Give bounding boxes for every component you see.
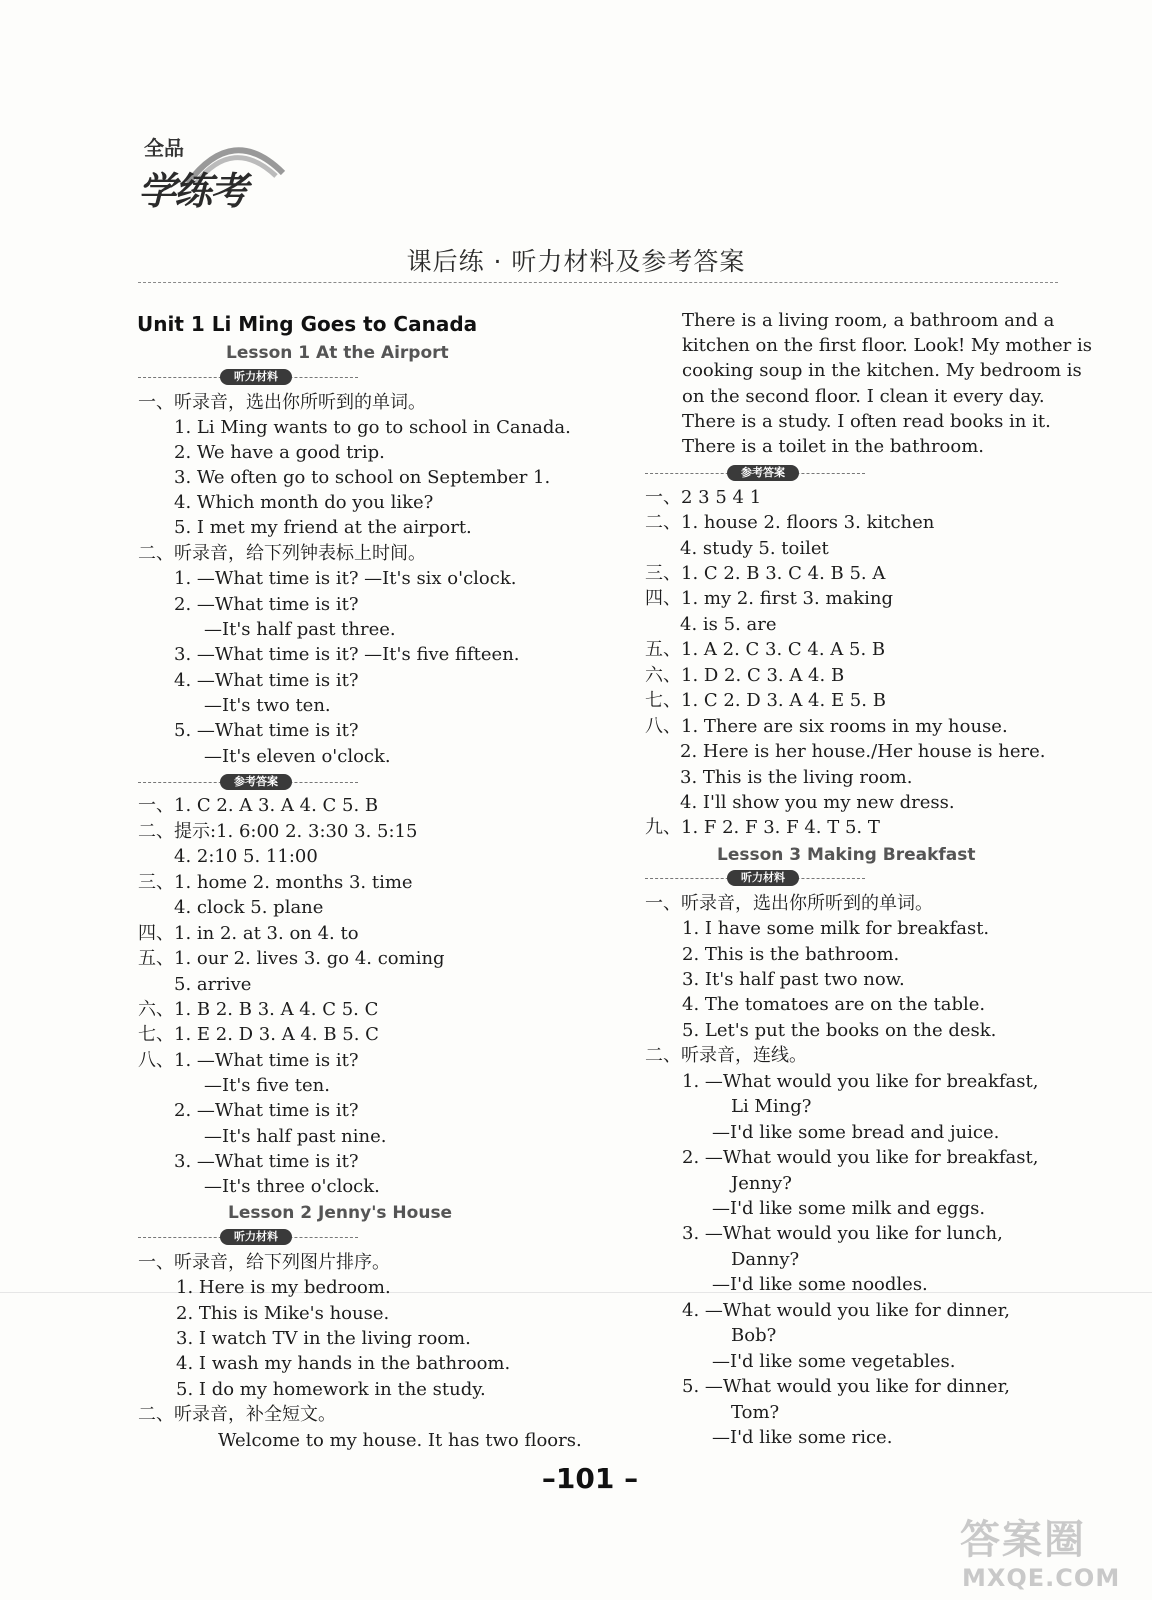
answer-line: 九、1. F 2. F 3. F 4. T 5. T xyxy=(645,817,880,838)
lesson-1-heading: Lesson 1 At the Airport xyxy=(226,343,449,363)
list-item: 1. Here is my bedroom. xyxy=(176,1277,391,1298)
answer-line: 二、提示:1. 6:00 2. 3:30 3. 5:15 xyxy=(138,821,418,842)
passage-line: There is a toilet in the bathroom. xyxy=(682,436,985,457)
list-item: 1. Li Ming wants to go to school in Canada. xyxy=(174,417,571,438)
section-heading: 二、听录音，给下列钟表标上时间。 xyxy=(138,543,426,564)
list-item: 3. —What would you like for lunch, xyxy=(682,1223,1003,1244)
answer-line: 5. arrive xyxy=(174,974,252,995)
list-item: 1. —What would you like for breakfast, xyxy=(682,1071,1039,1092)
title-divider xyxy=(138,282,1058,283)
list-item: 4. —What would you like for dinner, xyxy=(682,1300,1010,1321)
list-item: 4. —What time is it? xyxy=(174,670,359,691)
list-item: 2. This is the bathroom. xyxy=(682,944,900,965)
lesson-2-heading: Lesson 2 Jenny's House xyxy=(228,1203,453,1223)
passage-line: cooking soup in the kitchen. My bedroom is xyxy=(682,360,1082,381)
answer-line: 五、1. our 2. lives 3. go 4. coming xyxy=(138,948,445,969)
answer-line: 3. —What time is it? xyxy=(174,1151,359,1172)
section-heading: 二、听录音，补全短文。 xyxy=(138,1404,336,1425)
list-item: 5. —What time is it? xyxy=(174,720,359,741)
answer-line: 2. —What time is it? xyxy=(174,1100,359,1121)
brand-logo xyxy=(138,128,283,212)
answer-line: 2. Here is her house./Her house is here. xyxy=(680,741,1046,762)
list-item: 5. —What would you like for dinner, xyxy=(682,1376,1010,1397)
list-item: 3. I watch TV in the living room. xyxy=(176,1328,471,1349)
answer-line: 一、2 3 5 4 1 xyxy=(645,487,762,508)
list-item: 5. Let's put the books on the desk. xyxy=(682,1020,997,1041)
logo-big-text: 学练考 xyxy=(138,169,247,213)
list-item: 2. This is Mike's house. xyxy=(176,1303,390,1324)
list-item: 4. The tomatoes are on the table. xyxy=(682,994,986,1015)
answer-line: 一、1. C 2. A 3. A 4. C 5. B xyxy=(138,795,379,816)
tag-label: 参考答案 xyxy=(220,774,292,790)
list-item: —It's eleven o'clock. xyxy=(204,746,391,767)
answer-line: 八、1. There are six rooms in my house. xyxy=(645,716,1008,737)
list-item: —I'd like some vegetables. xyxy=(712,1351,956,1372)
answer-line: —It's half past nine. xyxy=(204,1126,387,1147)
logo-small-text: 全品 xyxy=(144,136,184,160)
answer-line: —It's three o'clock. xyxy=(204,1176,380,1197)
watermark-top: 答案圈 xyxy=(960,1517,1086,1563)
list-item: Bob? xyxy=(731,1325,777,1346)
list-item: Tom? xyxy=(731,1402,780,1423)
answer-line: 二、1. house 2. floors 3. kitchen xyxy=(645,512,935,533)
list-item: 1. —What time is it? —It's six o'clock. xyxy=(174,568,517,589)
list-item: 3. It's half past two now. xyxy=(682,969,905,990)
list-item: 3. —What time is it? —It's five fifteen. xyxy=(174,644,520,665)
list-item: 2. We have a good trip. xyxy=(174,442,385,463)
answer-line: 七、1. C 2. D 3. A 4. E 5. B xyxy=(645,690,886,711)
page-title: 课后练 · 听力材料及参考答案 xyxy=(406,247,746,276)
answer-line: —It's five ten. xyxy=(204,1075,330,1096)
passage-line: kitchen on the first floor. Look! My mother is xyxy=(682,335,1092,356)
answer-line: 三、1. home 2. months 3. time xyxy=(138,872,413,893)
list-item: —It's half past three. xyxy=(204,619,396,640)
list-item: 3. We often go to school on September 1. xyxy=(174,467,551,488)
list-item: —I'd like some bread and juice. xyxy=(712,1122,1000,1143)
section-heading: 一、听录音，给下列图片排序。 xyxy=(138,1252,390,1273)
answer-line: 八、1. —What time is it? xyxy=(138,1050,359,1071)
watermark xyxy=(960,1508,1140,1598)
answer-line: 3. This is the living room. xyxy=(680,767,913,788)
answer-line: 4. I'll show you my new dress. xyxy=(680,792,955,813)
section-heading: 一、听录音，选出你所听到的单词。 xyxy=(645,893,933,914)
list-item: Jenny? xyxy=(731,1173,792,1194)
tag-label: 听力材料 xyxy=(727,870,799,886)
answer-line: 六、1. D 2. C 3. A 4. B xyxy=(645,665,845,686)
passage-line: There is a study. I often read books in it. xyxy=(682,411,1051,432)
list-item: 1. I have some milk for breakfast. xyxy=(682,918,990,939)
list-item: Danny? xyxy=(731,1249,800,1270)
answer-line: 七、1. E 2. D 3. A 4. B 5. C xyxy=(138,1024,379,1045)
list-item: 5. I met my friend at the airport. xyxy=(174,517,472,538)
list-item: —I'd like some rice. xyxy=(712,1427,893,1448)
list-item: —I'd like some noodles. xyxy=(712,1274,928,1295)
list-item: 2. —What would you like for breakfast, xyxy=(682,1147,1039,1168)
passage-line: There is a living room, a bathroom and a xyxy=(682,310,1055,331)
list-item: —It's two ten. xyxy=(204,695,331,716)
passage-line: Welcome to my house. It has two floors. xyxy=(218,1430,582,1451)
page-number: –101 – xyxy=(541,1462,639,1495)
list-item: 2. —What time is it? xyxy=(174,594,359,615)
list-item: 5. I do my homework in the study. xyxy=(176,1379,486,1400)
answer-line: 六、1. B 2. B 3. A 4. C 5. C xyxy=(138,999,379,1020)
answer-line: 4. 2:10 5. 11:00 xyxy=(174,846,318,867)
tag-label: 参考答案 xyxy=(727,465,799,481)
watermark-bottom: MXQE.COM xyxy=(962,1564,1121,1592)
answer-line: 4. clock 5. plane xyxy=(174,897,324,918)
section-heading: 二、听录音，连线。 xyxy=(645,1045,807,1066)
list-item: Li Ming? xyxy=(731,1096,812,1117)
list-item: —I'd like some milk and eggs. xyxy=(712,1198,986,1219)
answer-line: 4. study 5. toilet xyxy=(680,538,829,559)
list-item: 4. I wash my hands in the bathroom. xyxy=(176,1353,511,1374)
list-item: 4. Which month do you like? xyxy=(174,492,434,513)
answer-line: 4. is 5. are xyxy=(680,614,777,635)
answer-line: 四、1. my 2. first 3. making xyxy=(645,588,894,609)
answer-line: 四、1. in 2. at 3. on 4. to xyxy=(138,923,359,944)
lesson-3-heading: Lesson 3 Making Breakfast xyxy=(717,845,976,865)
scan-fold-line xyxy=(0,1292,1152,1293)
tag-label: 听力材料 xyxy=(220,1229,292,1245)
unit-title: Unit 1 Li Ming Goes to Canada xyxy=(137,312,478,336)
answer-line: 三、1. C 2. B 3. C 4. B 5. A xyxy=(645,563,886,584)
tag-label: 听力材料 xyxy=(220,369,292,385)
answer-line: 五、1. A 2. C 3. C 4. A 5. B xyxy=(645,639,886,660)
passage-line: on the second floor. I clean it every day. xyxy=(682,386,1045,407)
section-heading: 一、听录音，选出你所听到的单词。 xyxy=(138,392,426,413)
